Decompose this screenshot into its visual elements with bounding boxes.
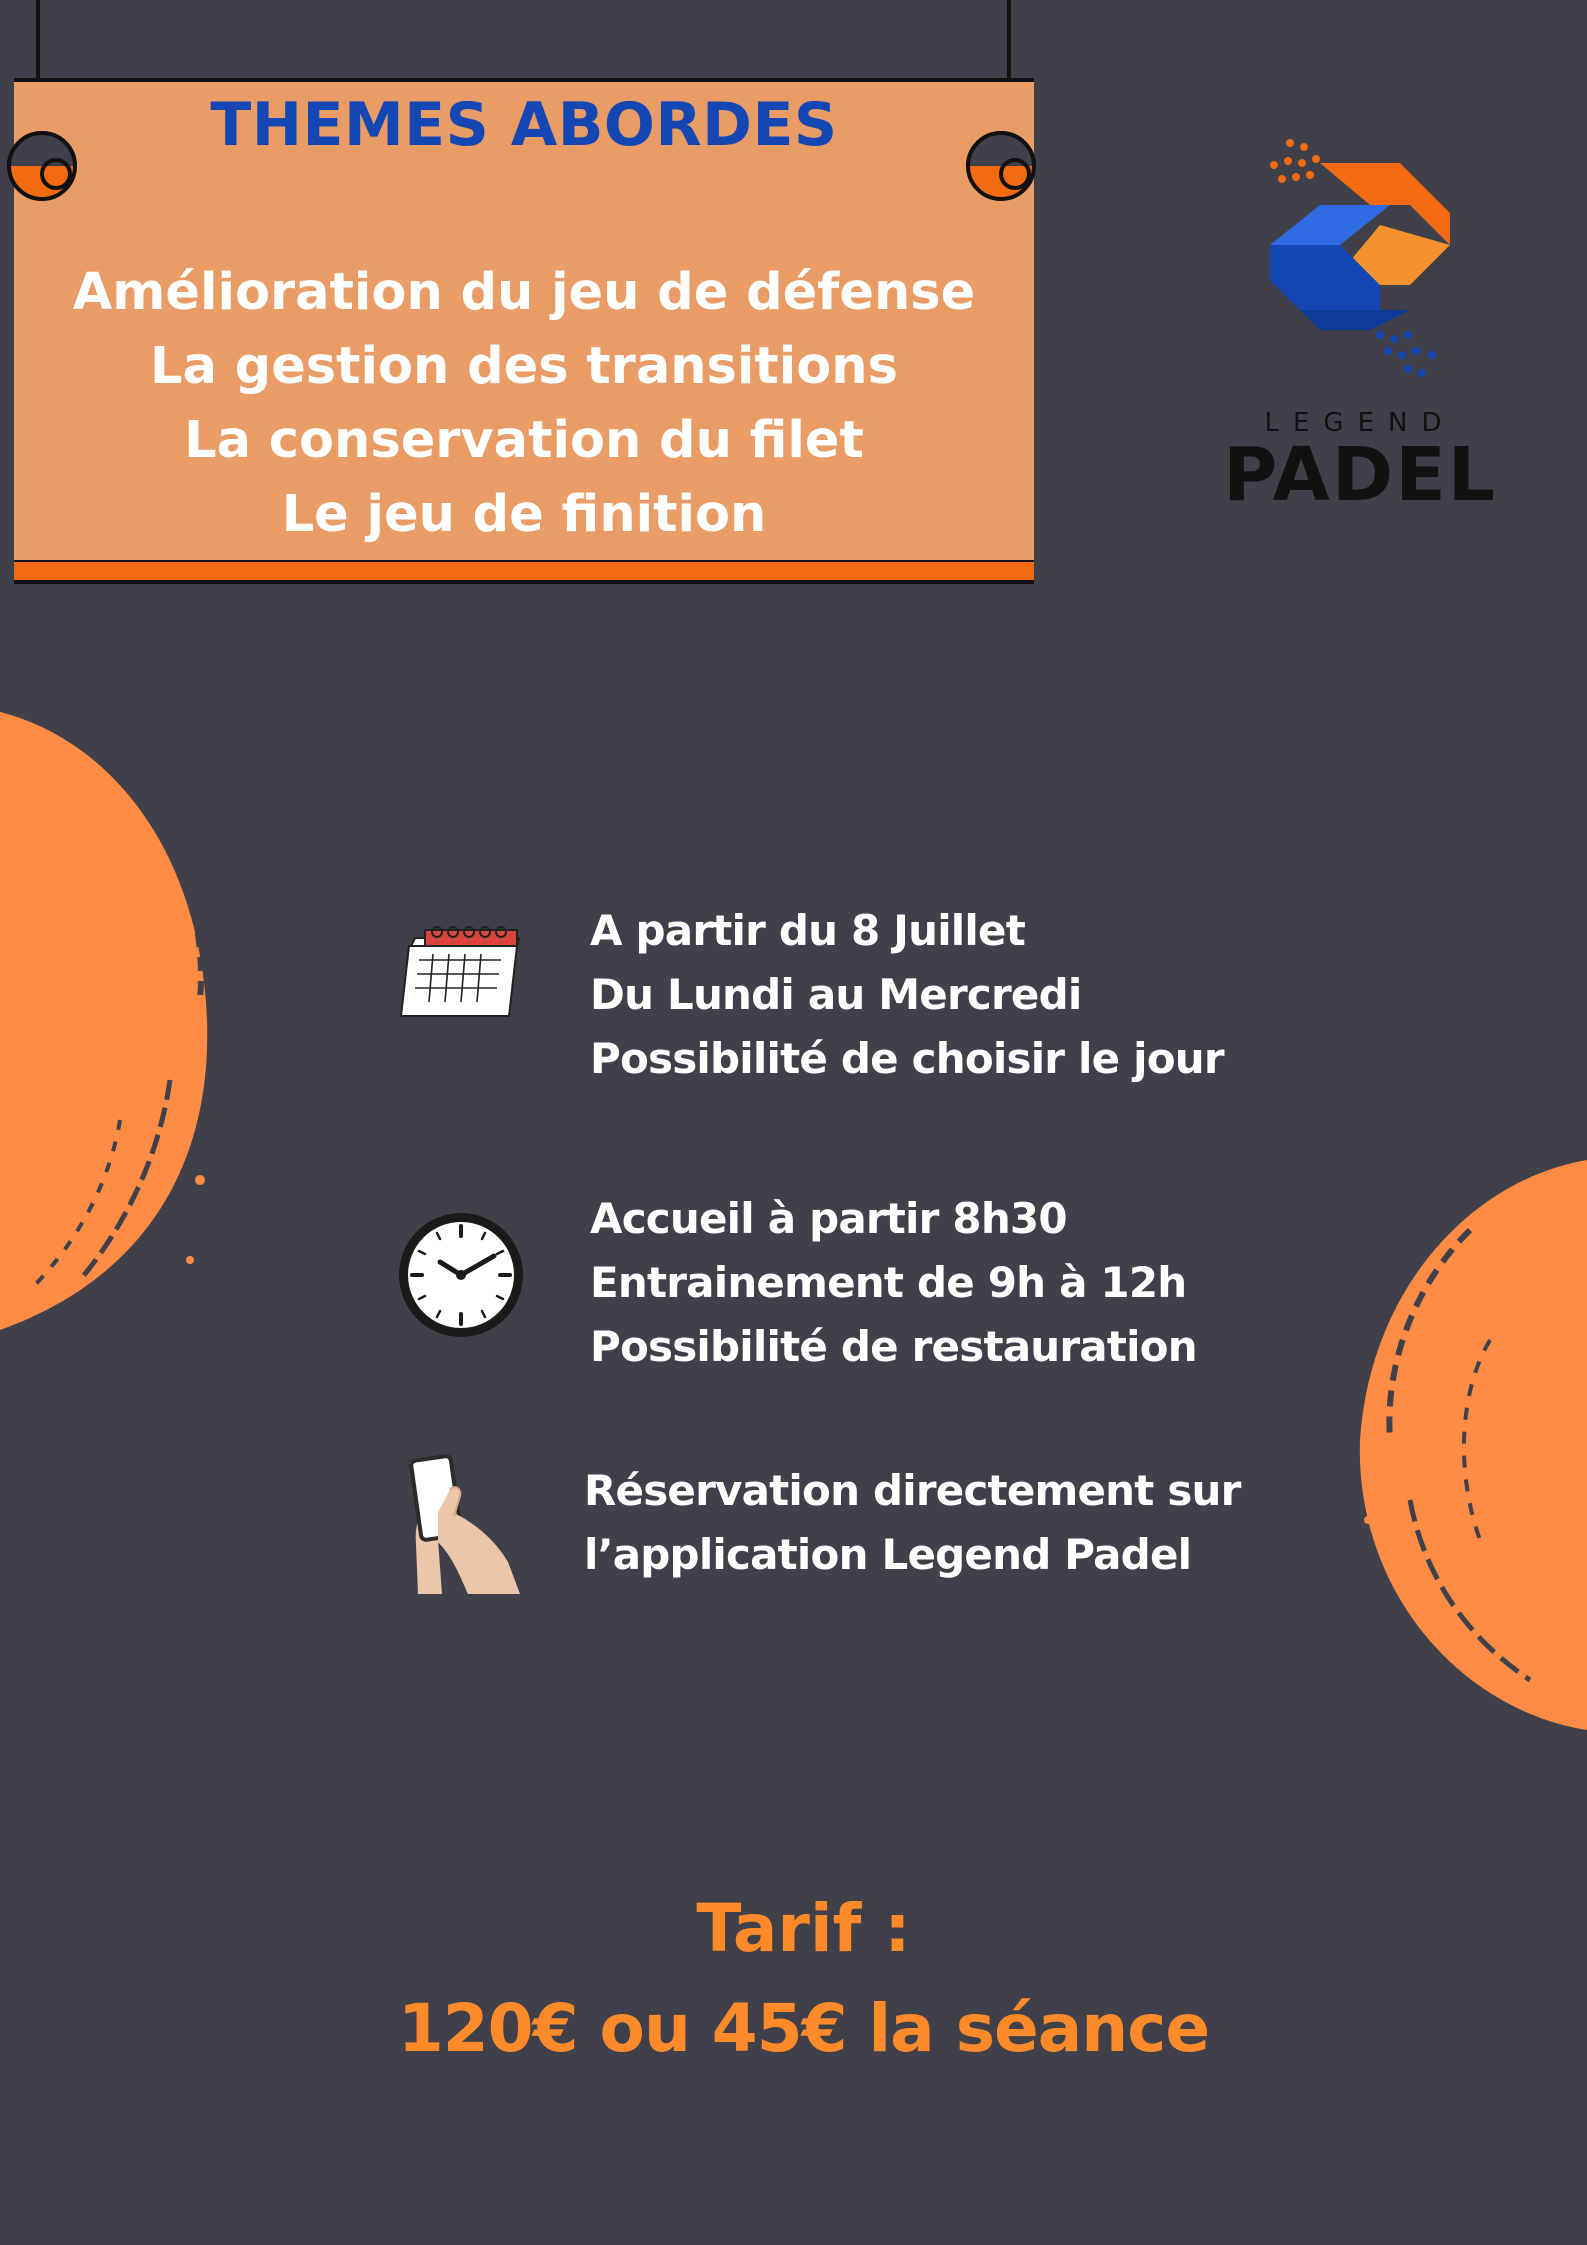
timing-line: Accueil à partir 8h30 xyxy=(590,1194,1067,1243)
theme-item: Amélioration du jeu de défense xyxy=(72,263,976,322)
clock-icon xyxy=(396,1210,526,1340)
orange-brush-circle-left xyxy=(0,700,230,1340)
timing-line: Entrainement de 9h à 12h xyxy=(590,1258,1187,1307)
orange-brush-circle-right xyxy=(1350,1140,1587,1740)
booking-line: l’application Legend Padel xyxy=(584,1530,1192,1579)
timing-line: Possibilité de restauration xyxy=(590,1322,1197,1371)
schedule-line: A partir du 8 Juillet xyxy=(590,906,1025,955)
pricing-label: Tarif : xyxy=(696,1890,911,1967)
schedule-line: Possibilité de choisir le jour xyxy=(590,1034,1224,1083)
themes-title: THEMES ABORDES xyxy=(210,90,838,160)
sign-stripe xyxy=(14,562,1034,584)
logo-padel-text: PADEL xyxy=(1223,432,1497,518)
logo-legend-text: LEGEND xyxy=(1264,408,1456,438)
phone-hand-icon xyxy=(408,1452,528,1594)
calendar-icon xyxy=(397,924,522,1019)
booking-line: Réservation directement sur xyxy=(584,1466,1241,1515)
theme-item: La gestion des transitions xyxy=(150,337,898,396)
pricing-value: 120€ ou 45€ la séance xyxy=(397,1990,1210,2067)
schedule-line: Du Lundi au Mercredi xyxy=(590,970,1082,1019)
theme-item: Le jeu de finition xyxy=(281,485,767,544)
logo-mark-icon xyxy=(1260,135,1460,395)
theme-item: La conservation du filet xyxy=(184,411,864,470)
